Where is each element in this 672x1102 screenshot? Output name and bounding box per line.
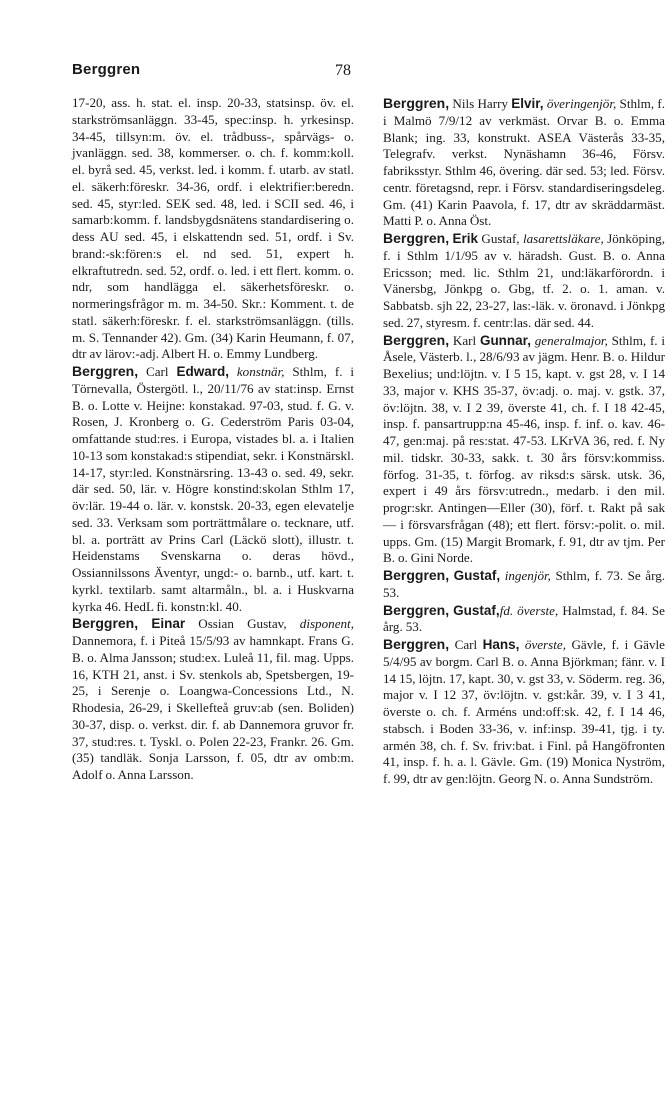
entry-text: Sthlm, f. 73. Se årg. 53. [383,568,666,600]
entry-text: Sthlm, f. i Åsele, Västerb. l., 28/6/93 av jägm. Henr. B. o. Hildur Bexelius; und:löjtn. v. I 5 15, kapt. v. gst 28, v. I 14 33, major v. KHS 35-37, öv:adj. o. maj. v. gstk. 37, öv:löjtn. 38, v. I 2 39, överste 41, ch. f. I 18 42-45, insp. f. pansartrupp:na 45-46, insp. f. inf. o. kav. 46-47, gen:maj. på res:stat. 47-53. LKrVA 36, red. f. Ny mil. tidskr. 30-33, sakk. t. 30 års försv:kommiss. förfog. 31-35, t. förfog. av riksd:s särsk. utsk. 36, expert i 49 års försv:utredn., medarb. i den mil. progr:skr. Antingen—Eller (30), förf. t. Rakt på sak — i försvarsfrågan (48); ett flert. försv:-polit. o. mil. upps. Gm. (15) Margit Bromark, f. 91, dtr av tjm. Per B. o. Gini Norde. [383,332,665,566]
entry-occupation: konstnär, [236,364,285,379]
entry-berggren-elvir [383,95,665,230]
entry-space [138,616,151,631]
entry-middle-names: Gustaf, [478,231,523,246]
entry-occupation: ingenjör, [504,568,551,583]
entry-first-name: Carl [449,637,483,652]
entry-surname: Berggren, [383,567,450,583]
entry-berggren-gunnar [383,332,665,568]
entry-berggren-hans [383,636,665,788]
entry-text: Jönköping, f. i Sthlm 1/1/95 av v. häradsh. Gust. B. o. Anna Ericsson; med. lic. Sthlm 21, und:läkarförordn. i Vänersbg, Jönkpg o. Gbg, tf. 2. o. 1. aman. v. Sabbatsb. sjh 22, 23-27, las:-läk. v. öronavd. i Jönkpg sed. 27, styresm. f. centr:las. där sed. 44. [383,231,665,330]
entry-occupation: generalmajor, [534,332,608,348]
entry-surname: Berggren, [383,95,450,111]
entry-occupation: lasarettsläkare, [522,231,604,246]
entry-given-name: Elvir, [511,96,544,111]
entry-first-name: Carl [138,364,177,379]
entry-given-name: Gustaf, [453,602,500,618]
entry-given-name: Erik [452,231,479,246]
entry-text: Gävle, f. i Gävle 5/4/95 av borgm. Carl B. o. Anna Björkman; fänr. v. I 14 15, löjtn. 17, kapt. 30, v. gst 33, v. Söderm. reg. 36, major v. I 12 37, öv:löjtn. v. gst:kår. 39, v. I 3 41, överste o. ch. f. Arméns und:off:sk. 42, f. I 14 46, stabsch. i Boden 33-36, v. inf:insp. 39-41, tjg. i ty. armén 38, ch. f. Sv. friv:bat. i Finl. på Hangöfronten 41, insp. f. h. a. l. Gävle. Gm. (19) Monica Nyström, f. 99, dtr av gen:löjtn. Georg N. o. Anna Sundström. [383,637,665,786]
entry-given-name: Einar [151,616,186,632]
entry-occupation: överste, [524,637,566,652]
entry-berggren-erik [383,230,665,332]
entry-surname: Berggren, [383,331,450,348]
entry-given-name: Hans, [482,637,520,652]
page-header [0,0,672,100]
entry-text: Halmstad, f. 84. Se årg. 53. [383,602,665,635]
right-column [383,95,665,788]
entry-text: Sthlm, f. i Malmö 7/9/12 av verkmäst. Orvar B. o. Emma Blank; ing. 33, konstrukt. ASEA Västerås 33-35, Telegrafv. verkst. Nynäshamn 36-46, Försv. fabriksstyr. Sthlm 46, övering. där sed. 53; led. Försv. centr. företagsnd, repr. i Försv. standardiseringsdeleg. Gm. (41) Karin Paavola, f. 17, dtr av skräddarmäst. Matti P. o. Anna Öst. [383,96,665,229]
entry-text: Sthlm, f. i Törnevalla, Östergötl. l., 20/11/76 av stat:insp. Ernst B. o. Lotte v. Heijne: konstakad. 97-03, stud. f. G. v. Rosen, J. Kronberg o. G. Cederström Paris 03-04, omfattande stud:res. i Europa, vistades bl. a. i Italien 10-13 som konstakad:s stipendiat, sekr. i Konstnärskl. 14-17, styr:led. Konstnärsring. 13-43 o. sed. 49, sekr. där sed. 50, lär. v. Högre konstind:skolan Sthlm 17, öv:lär. 19-44 o. lär. v. konstsk. 20-33, egen elevatelje sed. 33. Verksam som porträttmålare o. tecknare, utf. bl. a. porträtt av Prins Carl (Läckö slott), illustr. t. Heidenstams Svenskarna o. deras hövd., Ossiannilssons Äventyr, ungd:- o. barnb., utf. kart. t. kyrkl. textilarb. samt altarmåln., bl. a. i Huskvarna kyrka 46. HedL fi. konstn:kl. 40. [72,364,354,614]
entry-given-name: Gustaf, [453,568,501,583]
entry-text: 17-20, ass. h. stat. el. insp. 20-33, statsinsp. öv. el. starkströmsanläggn. 33-45, spec:insp. h. yrkesinsp. 34-45, tillsyn:m. öv. el. trådbuss-, spårvägs- o. jvanläggn. sed. 38, kommerser. o. ch. f. komm:koll. el. byrå sed. 45, verkst. led. i komm. f. utarb. av statl. el. säkerh:föreskr. 34-36, ordf. i elektrifier:beredn. sed. 45, styr:led. SEK sed. 48, led. i SCII sed. 46, i samarb:komm. f. landsbygdsnätens standardisering o. dess AU sed. 45, i elskattendn sed. 51, ordf. i Sv. brand:-sk:fören:s el. nd sed. 51, expert h. elkraftutredn. sed. 52, ordf. o. led. i ett flert. komm. o. ndr, som handlägga el. säkerhetsföreskr. o. normeringsfrågor m. m. 34-50. Skr.: Komment. t. de statl. säkerh:föreskr. f. el. starkströmsanläggn. (tills. m. S. Tennander 42). Gm. (34) Karin Heumann, f. 07, dtr av lärov:-adj. Albert H. o. Emmy Lundberg. [72,95,354,362]
entry-text: Dannemora, f. i Piteå 15/5/93 av hamnkapt. Frans G. B. o. Alma Jansson; stud:ex. Luleå 11, fil. mag. Upps. 16, KTH 21, anst. i Sv. stenkols ab, Spetsbergen, 19-25, i Serenje o. Loangwa-Concessions Ltd., N. Rhodesia, 26-29, i Skellefteå gruv:ab (sen. Boliden) 30-37, disp. o. verkst. dir. f. ab Dannemora gruvor fr. 37, stud:res. t. Tyskl. o. Polen 22-23, Frankr. 26. Gm. (35) tandläk. Sonja Larsson, f. 05, dtr av omb:m. Adolf o. Anna Larsson. [72,633,354,782]
entry-middle-names: Ossian Gustav, [185,616,300,632]
entry-given-name: Gunnar, [479,332,531,348]
entry-continued [72,95,354,363]
entry-berggren-einar [72,615,354,784]
page-number: 78 [335,62,351,79]
left-column [72,95,354,784]
entry-surname: Berggren, [72,363,139,379]
entry-occupation: fd. överste, [499,602,559,618]
entry-first-name: Karl [449,332,480,348]
entry-occupation: överingenjör, [546,96,617,111]
entry-surname: Berggren, [72,615,139,632]
entry-given-name: Edward, [176,364,229,379]
running-head: Berggren [72,61,141,78]
entry-occupation: disponent, [299,616,354,632]
entry-berggren-gustaf-ingenjor [383,567,665,602]
entry-first-name: Nils Harry [449,96,512,111]
entry-surname: Berggren, [383,230,450,246]
entry-berggren-carl-edward [72,363,354,615]
entry-berggren-gustaf-overste [383,602,665,637]
entry-surname: Berggren, [383,636,450,652]
entry-surname: Berggren, [383,601,450,618]
